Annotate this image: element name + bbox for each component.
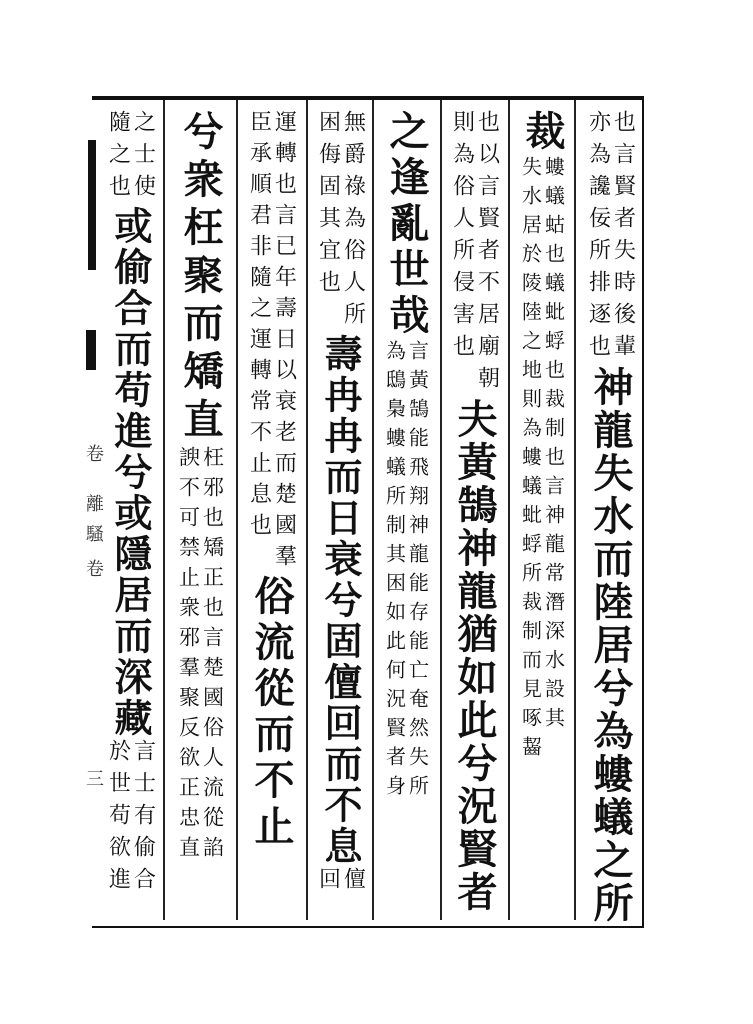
annotation-line: 於世苟欲進	[105, 739, 131, 899]
edge-mark: 騷	[86, 524, 104, 545]
annotation-line: 隨之也	[105, 110, 131, 206]
annotation-block	[317, 110, 364, 334]
annotation-block	[587, 110, 634, 366]
column-divider	[163, 100, 165, 920]
annotation-block	[107, 739, 154, 899]
annotation-line: 無爵祿為俗人所	[340, 110, 366, 334]
annotation-line: 則為俗人所侵害也	[449, 110, 475, 366]
text-column-7	[168, 110, 232, 866]
annotation-block	[382, 340, 430, 804]
annotation-line: 亦為讒佞所排逐也	[585, 110, 611, 366]
text-column-4	[376, 110, 436, 804]
bleed-mark	[86, 330, 96, 370]
annotation-line: 也言賢者失時後輩	[610, 110, 636, 366]
bleed-mark	[88, 140, 96, 270]
text-column-2	[512, 110, 572, 765]
edge-mark: 卷	[86, 559, 104, 580]
annotation-block	[317, 867, 364, 899]
right-rule	[642, 96, 644, 926]
column-divider	[508, 100, 510, 920]
annotation-line: 螻蟻蛄也蟻蚍蜉也裁制也言神龍常潛深水設其	[541, 156, 566, 736]
annotation-line: 失水居於陵陸之地則為螻蟻蚍蜉所裁制而見啄齧	[518, 156, 543, 765]
main-text: 俗流從而不止	[248, 575, 295, 851]
column-divider	[440, 100, 442, 920]
main-text: 或偷合而苟進兮或隱居而深藏	[108, 206, 153, 739]
text-column-6	[240, 110, 302, 851]
annotation-block	[451, 110, 498, 398]
main-text: 神龍失水而陸居兮為螻蟻之所	[587, 366, 634, 925]
edge-mark: 離	[86, 494, 104, 515]
annotation-line: 枉邪也矯正也言楚國俗人流從諂	[200, 446, 225, 866]
annotation-line: 臣承順君非隨之運轉常不止息也	[246, 110, 272, 544]
annotation-block	[107, 110, 154, 206]
text-column-1	[580, 110, 640, 925]
annotation-line: 諛不可禁止衆邪羣聚反欲正忠直	[176, 446, 201, 866]
main-text: 之逢亂世哉	[383, 110, 430, 340]
main-text: 兮衆枉聚而矯直	[177, 110, 224, 446]
annotation-line: 也以言賢者不居廟朝	[474, 110, 500, 398]
annotation-line: 回	[315, 867, 341, 899]
text-column-8	[100, 110, 160, 899]
annotation-block	[518, 156, 566, 765]
column-divider	[306, 100, 308, 920]
annotation-line: 運轉也言已年壽日以衰老而楚國羣	[271, 110, 297, 575]
main-text: 裁	[519, 110, 566, 156]
annotation-line: 言黃鵠能飛翔神龍能存能亡奄然失所	[405, 340, 430, 804]
text-column-5	[310, 110, 370, 899]
column-divider	[236, 100, 238, 920]
annotation-line: 儃	[340, 867, 366, 899]
annotation-line: 困侮固其宜也	[315, 110, 341, 302]
column-divider	[574, 100, 576, 920]
annotation-block	[248, 110, 295, 575]
edge-mark: 三	[86, 769, 104, 790]
main-text: 壽冉冉而日衰兮固儃回而不息	[318, 334, 363, 867]
annotation-line: 言士有偷合	[130, 739, 156, 899]
main-text: 夫黃鵠神龍猶如此兮況賢者	[451, 398, 498, 914]
annotation-line: 之士使	[130, 110, 156, 206]
edge-mark: 卷	[86, 444, 104, 465]
text-column-3	[444, 110, 504, 914]
annotation-line: 為鴟梟螻蟻所制其困如此何況賢者身	[382, 340, 407, 804]
annotation-block	[178, 446, 223, 866]
column-divider	[372, 100, 374, 920]
